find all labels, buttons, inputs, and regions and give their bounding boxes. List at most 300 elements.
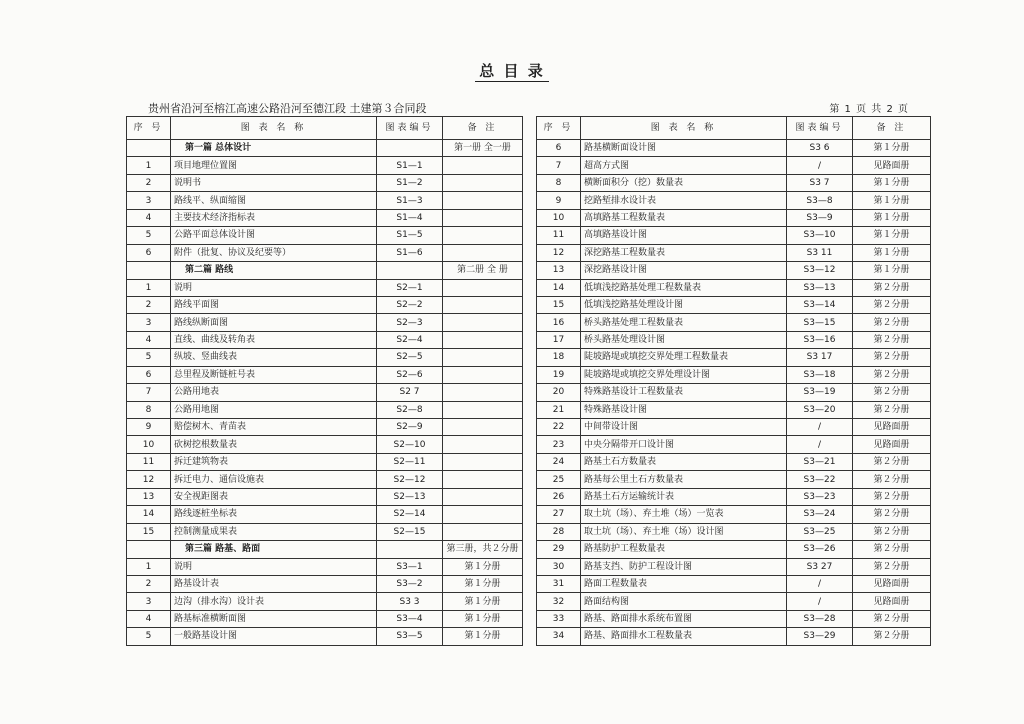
row-name: 路基土石方数量表 [581,453,787,470]
row-name: 公路用地图 [171,401,377,418]
table-row [537,192,931,209]
row-note: 第２分册 [853,296,931,313]
row-name: 直线、曲线及转角表 [171,331,377,348]
row-seq: 12 [537,244,581,261]
row-name: 路线纵断面图 [171,314,377,331]
row-note [443,331,523,348]
row-seq: 4 [127,610,171,627]
row-seq: 25 [537,471,581,488]
row-note: 第１分册 [853,262,931,279]
row-note [443,279,523,296]
row-seq: 7 [127,384,171,401]
row-seq [127,262,171,279]
row-note: 见路面册 [853,157,931,174]
row-code: S3 27 [787,558,853,575]
row-name: 桥头路基处理设计图 [581,331,787,348]
row-name: 第一篇 总体设计 [171,140,377,157]
table-row [537,558,931,575]
row-note: 第２分册 [853,279,931,296]
table-row [127,436,523,453]
row-note: 第２分册 [853,314,931,331]
table-row [537,331,931,348]
row-code: S3—16 [787,331,853,348]
row-seq: 13 [537,262,581,279]
header-code: 图表编号 [787,117,853,140]
row-code: / [787,436,853,453]
row-code: S2—13 [377,488,443,505]
row-name: 中央分隔带开口设计图 [581,436,787,453]
row-code: S2—12 [377,471,443,488]
table-row [127,523,523,540]
row-seq: 9 [537,192,581,209]
row-seq: 16 [537,314,581,331]
row-note: 第２分册 [853,506,931,523]
row-code: S3—23 [787,488,853,505]
row-code: S2 7 [377,384,443,401]
row-name: 项目地理位置图 [171,157,377,174]
row-seq [127,541,171,558]
row-name: 路基支挡、防护工程设计图 [581,558,787,575]
table-row [127,349,523,366]
row-note [443,314,523,331]
row-code: / [787,575,853,592]
row-seq: 14 [127,506,171,523]
row-code: S3—25 [787,523,853,540]
table-row [537,349,931,366]
table-row [127,296,523,313]
row-code: S2—1 [377,279,443,296]
row-code: S3—29 [787,628,853,645]
table-row [537,140,931,157]
row-name: 路基、路面排水系统布置图 [581,610,787,627]
row-name: 控制测量成果表 [171,523,377,540]
row-code: S1—5 [377,227,443,244]
row-code: S2—11 [377,453,443,470]
row-seq: 1 [127,279,171,296]
row-seq: 33 [537,610,581,627]
row-name: 高填路基设计图 [581,227,787,244]
row-note: 第１分册 [853,227,931,244]
row-name: 深挖路基设计图 [581,262,787,279]
row-note: 第２分册 [853,471,931,488]
row-code: S2—3 [377,314,443,331]
row-seq: 10 [127,436,171,453]
row-code: S3—12 [787,262,853,279]
row-code: S2—6 [377,366,443,383]
table-row [127,419,523,436]
row-code: S2—5 [377,349,443,366]
row-code: S3—22 [787,471,853,488]
row-code: S3—21 [787,453,853,470]
row-seq: 15 [127,523,171,540]
row-name: 拆迁电力、通信设施表 [171,471,377,488]
row-seq: 31 [537,575,581,592]
row-code: S1—2 [377,174,443,191]
section-row [127,140,523,157]
row-note [443,523,523,540]
row-code: S2—4 [377,331,443,348]
row-code: S3—13 [787,279,853,296]
row-code: S3—28 [787,610,853,627]
row-note: 第１分册 [853,174,931,191]
row-code: S3—1 [377,558,443,575]
table-header-row [127,117,523,140]
row-note: 第１分册 [443,575,523,592]
row-note: 第一册 全一册 [443,140,523,157]
row-note [443,488,523,505]
row-name: 一般路基设计图 [171,628,377,645]
page-title-text: 总 目 录 [475,62,548,82]
row-seq: 3 [127,192,171,209]
row-code: S3—14 [787,296,853,313]
row-seq: 1 [127,558,171,575]
header-name: 图 表 名 称 [581,117,787,140]
table-row [127,279,523,296]
table-row [127,506,523,523]
row-code: S3 11 [787,244,853,261]
row-note: 第二册 全 册 [443,262,523,279]
row-seq: 6 [127,366,171,383]
table-row [127,593,523,610]
table-row [127,331,523,348]
row-name: 公路平面总体设计图 [171,227,377,244]
row-name: 取土坑（场）、弃土堆（场）设计图 [581,523,787,540]
row-seq: 26 [537,488,581,505]
header-note: 备 注 [443,117,523,140]
row-name: 砍树挖根数量表 [171,436,377,453]
row-name: 低填浅挖路基处理设计图 [581,296,787,313]
table-row [537,157,931,174]
table-row [127,384,523,401]
row-name: 纵坡、竖曲线表 [171,349,377,366]
table-row [537,575,931,592]
toc-table-right [536,116,931,646]
row-code: S2—15 [377,523,443,540]
table-row [537,506,931,523]
row-note: 第１分册 [853,244,931,261]
row-note [443,157,523,174]
row-seq: 1 [127,157,171,174]
row-note [443,436,523,453]
row-code: S3—4 [377,610,443,627]
row-seq: 11 [127,453,171,470]
row-name: 路基、路面排水工程数量表 [581,628,787,645]
row-note [443,384,523,401]
table-row [127,192,523,209]
row-seq: 30 [537,558,581,575]
row-code: S3—24 [787,506,853,523]
row-seq: 20 [537,384,581,401]
row-code: S3 3 [377,593,443,610]
row-code: S3—8 [787,192,853,209]
row-note: 第２分册 [853,523,931,540]
row-note: 第２分册 [853,610,931,627]
row-seq: 10 [537,209,581,226]
table-row [127,558,523,575]
row-name: 桥头路基处理工程数量表 [581,314,787,331]
row-code: / [787,593,853,610]
row-code: S3—18 [787,366,853,383]
row-code: S3—5 [377,628,443,645]
row-note: 第２分册 [853,558,931,575]
row-name: 中间带设计图 [581,419,787,436]
row-note: 第２分册 [853,384,931,401]
row-code: S3 7 [787,174,853,191]
row-note: 第２分册 [853,331,931,348]
row-seq: 6 [537,140,581,157]
header-seq: 序 号 [127,117,171,140]
row-name: 陡坡路堤或填挖交界处理设计图 [581,366,787,383]
row-note [443,366,523,383]
table-row [537,279,931,296]
row-code: S2—14 [377,506,443,523]
row-name: 路基每公里土石方数量表 [581,471,787,488]
row-seq: 23 [537,436,581,453]
row-seq: 11 [537,227,581,244]
table-header-row [537,117,931,140]
row-name: 陡坡路堤或填挖交界处理工程数量表 [581,349,787,366]
table-row [127,227,523,244]
row-name: 低填浅挖路基处理工程数量表 [581,279,787,296]
table-row [537,610,931,627]
toc-table-left [126,116,523,646]
row-note: 见路面册 [853,436,931,453]
row-seq: 21 [537,401,581,418]
table-row [537,488,931,505]
table-row [537,401,931,418]
table-row [127,157,523,174]
row-name: 路基设计表 [171,575,377,592]
table-row [537,209,931,226]
row-seq: 14 [537,279,581,296]
row-note [443,174,523,191]
row-name: 挖路堑排水设计表 [581,192,787,209]
header-seq: 序 号 [537,117,581,140]
row-seq: 2 [127,296,171,313]
row-name: 说明书 [171,174,377,191]
row-note: 第１分册 [443,610,523,627]
row-seq: 28 [537,523,581,540]
row-seq: 9 [127,419,171,436]
row-code: S3—9 [787,209,853,226]
row-name: 第二篇 路线 [171,262,377,279]
row-seq: 5 [127,628,171,645]
table-row [537,244,931,261]
table-row [127,314,523,331]
row-seq [127,140,171,157]
row-code: S1—4 [377,209,443,226]
row-name: 赔偿树木、青苗表 [171,419,377,436]
project-subtitle: 贵州省沿河至榕江高速公路沿河至德江段 土建第３合同段 [148,102,427,115]
row-name: 路基防护工程数量表 [581,541,787,558]
row-seq: 22 [537,419,581,436]
row-note [443,227,523,244]
row-name: 说明 [171,558,377,575]
table-row [127,366,523,383]
row-name: 边沟（排水沟）设计表 [171,593,377,610]
row-note: 第１分册 [443,628,523,645]
row-name: 路基土石方运输统计表 [581,488,787,505]
row-name: 路面工程数量表 [581,575,787,592]
row-seq: 2 [127,575,171,592]
row-seq: 18 [537,349,581,366]
row-seq: 24 [537,453,581,470]
row-seq: 4 [127,209,171,226]
table-row [127,174,523,191]
row-code: S3—26 [787,541,853,558]
row-name: 特殊路基设计工程数量表 [581,384,787,401]
row-code: S3 6 [787,140,853,157]
row-note [443,401,523,418]
row-code [377,541,443,558]
row-name: 总里程及断链桩号表 [171,366,377,383]
table-row [537,262,931,279]
table-row [537,419,931,436]
row-note: 第１分册 [853,209,931,226]
row-name: 特殊路基设计图 [581,401,787,418]
row-code: S2—10 [377,436,443,453]
row-code: S2—8 [377,401,443,418]
row-seq: 3 [127,314,171,331]
table-row [127,209,523,226]
header-note: 备 注 [853,117,931,140]
row-code: S3—20 [787,401,853,418]
table-row [537,366,931,383]
table-row [127,401,523,418]
row-note: 第１分册 [853,192,931,209]
table-row [127,488,523,505]
table-row [127,610,523,627]
table-row [537,314,931,331]
row-name: 路基标准横断面图 [171,610,377,627]
row-name: 附件（批复、协议及纪要等） [171,244,377,261]
row-seq: 4 [127,331,171,348]
row-seq: 5 [127,349,171,366]
row-seq: 7 [537,157,581,174]
row-name: 取土坑（场）、弃土堆（场）一览表 [581,506,787,523]
row-note: 第２分册 [853,488,931,505]
table-row [127,244,523,261]
table-row [127,628,523,645]
row-note: 第２分册 [853,401,931,418]
table-row [537,628,931,645]
row-note: 第１分册 [443,593,523,610]
table-row [537,593,931,610]
row-name: 路基横断面设计图 [581,140,787,157]
row-seq: 12 [127,471,171,488]
row-note: 见路面册 [853,419,931,436]
row-code: S2—9 [377,419,443,436]
row-code: S1—1 [377,157,443,174]
table-row [537,453,931,470]
row-note: 第１分册 [853,140,931,157]
row-note: 第２分册 [853,366,931,383]
row-code: S3—10 [787,227,853,244]
row-seq: 2 [127,174,171,191]
row-name: 路线平面图 [171,296,377,313]
row-name: 拆迁建筑物表 [171,453,377,470]
row-code: S3—19 [787,384,853,401]
row-seq: 8 [127,401,171,418]
row-note [443,419,523,436]
row-name: 第三篇 路基、路面 [171,541,377,558]
row-name: 超高方式图 [581,157,787,174]
row-name: 路线平、纵面缩图 [171,192,377,209]
row-code: S3—15 [787,314,853,331]
row-seq: 13 [127,488,171,505]
row-note: 第２分册 [853,541,931,558]
row-note [443,349,523,366]
row-note: 第１分册 [443,558,523,575]
table-row [537,541,931,558]
row-name: 安全视距图表 [171,488,377,505]
row-note [443,453,523,470]
page-info: 第 1 页 共 2 页 [829,104,909,115]
table-row [127,471,523,488]
row-code: S3—2 [377,575,443,592]
row-code: / [787,419,853,436]
row-seq: 19 [537,366,581,383]
row-code: / [787,157,853,174]
row-note [443,506,523,523]
section-row [127,262,523,279]
row-seq: 8 [537,174,581,191]
page-title [0,60,1024,81]
row-name: 深挖路基工程数量表 [581,244,787,261]
row-name: 主要技术经济指标表 [171,209,377,226]
row-name: 路线逐桩坐标表 [171,506,377,523]
table-row [537,471,931,488]
row-name: 高填路基工程数量表 [581,209,787,226]
row-name: 横断面积分（挖）数量表 [581,174,787,191]
header-code: 图表编号 [377,117,443,140]
row-note: 第三册，共２分册 [443,541,523,558]
row-code: S3 17 [787,349,853,366]
section-row [127,541,523,558]
row-code [377,140,443,157]
table-row [537,436,931,453]
row-name: 公路用地表 [171,384,377,401]
row-note [443,209,523,226]
row-name: 路面结构图 [581,593,787,610]
row-seq: 5 [127,227,171,244]
table-row [537,296,931,313]
row-code: S2—2 [377,296,443,313]
row-note [443,471,523,488]
row-seq: 34 [537,628,581,645]
row-seq: 3 [127,593,171,610]
table-row [537,227,931,244]
table-row [537,523,931,540]
row-seq: 6 [127,244,171,261]
row-note: 见路面册 [853,593,931,610]
table-row [537,174,931,191]
row-seq: 27 [537,506,581,523]
table-row [127,575,523,592]
row-seq: 29 [537,541,581,558]
row-note: 第２分册 [853,628,931,645]
row-seq: 15 [537,296,581,313]
row-note: 见路面册 [853,575,931,592]
row-name: 说明 [171,279,377,296]
header-name: 图 表 名 称 [171,117,377,140]
row-seq: 32 [537,593,581,610]
row-note [443,244,523,261]
row-note: 第２分册 [853,453,931,470]
table-row [537,384,931,401]
row-note [443,192,523,209]
table-row [127,453,523,470]
